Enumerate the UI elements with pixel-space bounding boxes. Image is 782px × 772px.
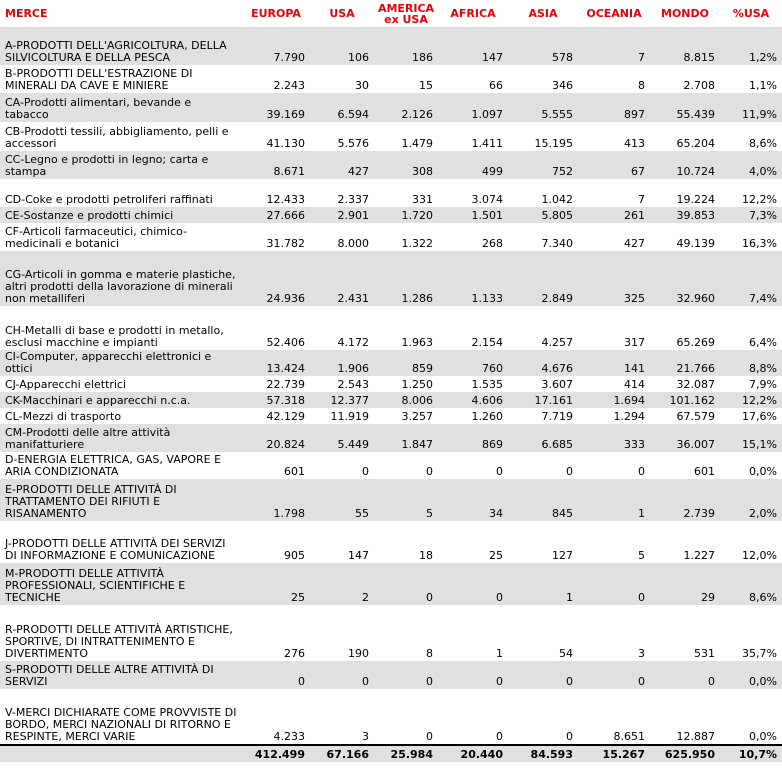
cell-europa: 412.499: [242, 745, 310, 762]
cell-pct-usa: 7,4%: [720, 251, 782, 306]
cell-africa: 147: [438, 28, 508, 65]
header-merce: MERCE: [0, 0, 242, 28]
table-row: [0, 251, 782, 306]
cell-asia: 0: [566, 729, 573, 743]
cell-usa: 4.172: [337, 335, 369, 349]
cell-pct-usa: 1,1%: [749, 78, 777, 92]
cell-america-ex-usa: 0: [374, 563, 438, 605]
cell-asia: 578: [508, 28, 578, 65]
cell-mondo: 12.887: [676, 729, 715, 743]
cell-america-ex-usa: 5: [374, 479, 438, 521]
cell-usa: 2: [310, 563, 374, 605]
cell-america-ex-usa: 186: [374, 28, 438, 65]
cell-africa: 2.154: [471, 335, 503, 349]
cell-africa: 66: [489, 78, 503, 92]
cell-america-ex-usa: 18: [419, 548, 433, 562]
merce-name: B-PRODOTTI DELL'ESTRAZIONE DI MINERALI DA CAVE E MINIERE: [5, 66, 193, 92]
cell-oceania: 5: [638, 548, 645, 562]
cell-usa: 0: [362, 464, 369, 478]
table-row: [0, 223, 782, 251]
merce-name: J-PRODOTTI DELLE ATTIVITÀ DEI SERVIZI DI INFORMAZIONE E COMUNICAZIONE: [5, 536, 226, 562]
cell-oceania: 317: [624, 335, 645, 349]
cell-europa: 31.782: [266, 236, 305, 250]
cell-oceania: 0: [638, 464, 645, 478]
cell-europa: 0: [242, 661, 310, 689]
cell-oceania: 8: [638, 78, 645, 92]
cell-mondo: 36.007: [650, 424, 720, 452]
cell-oceania: 7: [578, 28, 650, 65]
cell-america-ex-usa: 3.257: [401, 409, 433, 423]
cell-pct-usa: 0,0%: [749, 729, 777, 743]
cell-africa: 34: [438, 479, 508, 521]
cell-africa: 25: [489, 548, 503, 562]
table-row: [0, 28, 782, 65]
cell-asia: 1.042: [541, 192, 573, 206]
table-row: [0, 392, 782, 408]
header-america-ex-usa: AMERICA ex USA: [374, 0, 438, 28]
cell-mondo: 32.087: [676, 377, 715, 391]
cell-america-ex-usa: 15: [419, 78, 433, 92]
cell-oceania: 333: [578, 424, 650, 452]
cell-oceania: 15.267: [578, 745, 650, 762]
header-africa: AFRICA: [438, 0, 508, 28]
cell-europa: 39.169: [242, 93, 310, 122]
cell-asia: 845: [508, 479, 578, 521]
cell-africa: 0: [496, 464, 503, 478]
cell-mondo: 32.960: [650, 251, 720, 306]
cell-europa: 12.433: [266, 192, 305, 206]
cell-pct-usa: 7,3%: [720, 207, 782, 223]
cell-africa: 760: [438, 350, 508, 376]
cell-pct-usa: 12,0%: [742, 548, 777, 562]
cell-oceania: 427: [624, 236, 645, 250]
table-row: [0, 661, 782, 689]
cell-mondo: 21.766: [650, 350, 720, 376]
cell-usa: 5.449: [310, 424, 374, 452]
cell-oceania: 1.694: [578, 392, 650, 408]
cell-asia: 17.161: [508, 392, 578, 408]
cell-usa: 55: [310, 479, 374, 521]
cell-africa: 1.097: [438, 93, 508, 122]
table-row: [0, 479, 782, 521]
table-row: [0, 122, 782, 151]
cell-mondo: 49.139: [676, 236, 715, 250]
cell-africa: 0: [496, 729, 503, 743]
cell-america-ex-usa: 2.126: [374, 93, 438, 122]
table-row: [0, 306, 782, 350]
header-usa: USA: [310, 0, 374, 28]
merce-name: CA-Prodotti alimentari, bevande e tabacco: [0, 93, 242, 122]
cell-america-ex-usa: 8: [426, 646, 433, 660]
cell-america-ex-usa: 1.250: [401, 377, 433, 391]
merce-name: E-PRODOTTI DELLE ATTIVITÀ DI TRATTAMENTO DEI RIFIUTI E RISANAMENTO: [0, 479, 242, 521]
cell-asia: 1: [508, 563, 578, 605]
cell-pct-usa: 12,2%: [742, 192, 777, 206]
cell-pct-usa: 11,9%: [720, 93, 782, 122]
cell-asia: 127: [552, 548, 573, 562]
header-oceania: OCEANIA: [578, 0, 650, 28]
cell-usa: 2.337: [337, 192, 369, 206]
cell-usa: 11.919: [330, 409, 369, 423]
merce-name: CJ-Apparecchi elettrici: [5, 377, 127, 391]
cell-pct-usa: 0,0%: [720, 661, 782, 689]
cell-pct-usa: 4,0%: [720, 151, 782, 179]
cell-usa: 2.543: [337, 377, 369, 391]
cell-asia: 6.685: [508, 424, 578, 452]
cell-africa: 3.074: [471, 192, 503, 206]
merce-name: S-PRODOTTI DELLE ALTRE ATTIVITÀ DI SERVIZI: [0, 661, 242, 689]
cell-pct-usa: 17,6%: [742, 409, 777, 423]
header-row: [0, 0, 782, 28]
cell-europa: 4.233: [273, 729, 305, 743]
cell-europa: 8.671: [242, 151, 310, 179]
cell-mondo: 2.739: [650, 479, 720, 521]
cell-mondo: 531: [694, 646, 715, 660]
cell-europa: 24.936: [242, 251, 310, 306]
cell-oceania: 141: [578, 350, 650, 376]
cell-pct-usa: 15,1%: [720, 424, 782, 452]
cell-africa: 1.501: [438, 207, 508, 223]
cell-asia: 5.555: [508, 93, 578, 122]
cell-mondo: 0: [650, 661, 720, 689]
cell-africa: 0: [438, 661, 508, 689]
cell-pct-usa: 8,8%: [720, 350, 782, 376]
table-row: [0, 563, 782, 605]
cell-africa: 1: [496, 646, 503, 660]
cell-usa: 106: [310, 28, 374, 65]
cell-africa: 0: [438, 563, 508, 605]
cell-africa: 1.411: [471, 136, 503, 150]
table-row: [0, 151, 782, 179]
cell-usa: 0: [310, 661, 374, 689]
cell-pct-usa: 10,7%: [720, 745, 782, 762]
cell-europa: 2.243: [273, 78, 305, 92]
cell-mondo: 625.950: [650, 745, 720, 762]
cell-usa: 67.166: [310, 745, 374, 762]
merce-name: CG-Articoli in gomma e materie plastiche, altri prodotti della lavorazione di minerali non metalliferi: [0, 251, 242, 306]
cell-africa: 268: [482, 236, 503, 250]
cell-usa: 427: [310, 151, 374, 179]
cell-asia: 4.676: [508, 350, 578, 376]
merce-name: R-PRODOTTI DELLE ATTIVITÀ ARTISTICHE, SPORTIVE, DI INTRATTENIMENTO E DIVERTIMENTO: [5, 622, 233, 660]
cell-mondo: 65.204: [676, 136, 715, 150]
cell-asia: 5.805: [508, 207, 578, 223]
cell-pct-usa: 2,0%: [720, 479, 782, 521]
cell-mondo: 2.708: [683, 78, 715, 92]
cell-europa: 276: [284, 646, 305, 660]
cell-mondo: 19.224: [676, 192, 715, 206]
cell-america-ex-usa: 0: [426, 464, 433, 478]
cell-asia: 752: [508, 151, 578, 179]
cell-oceania: 0: [578, 661, 650, 689]
cell-usa: 147: [348, 548, 369, 562]
table-row: [0, 350, 782, 376]
cell-mondo: 67.579: [676, 409, 715, 423]
cell-africa: 1.133: [438, 251, 508, 306]
cell-europa: 25: [242, 563, 310, 605]
table-row: [0, 452, 782, 479]
cell-pct-usa: 6,4%: [749, 335, 777, 349]
cell-oceania: 8.651: [613, 729, 645, 743]
cell-america-ex-usa: 0: [426, 729, 433, 743]
cell-america-ex-usa: 1.847: [374, 424, 438, 452]
cell-asia: 15.195: [534, 136, 573, 150]
cell-america-ex-usa: 1.286: [374, 251, 438, 306]
merce-name: CL-Mezzi di trasporto: [5, 409, 122, 423]
cell-mondo: 10.724: [650, 151, 720, 179]
cell-mondo: 39.853: [650, 207, 720, 223]
table-row: [0, 424, 782, 452]
cell-oceania: 67: [578, 151, 650, 179]
cell-africa: 20.440: [438, 745, 508, 762]
cell-oceania: 3: [638, 646, 645, 660]
cell-europa: 27.666: [242, 207, 310, 223]
cell-oceania: 7: [638, 192, 645, 206]
cell-america-ex-usa: 331: [412, 192, 433, 206]
cell-pct-usa: 8,6%: [720, 563, 782, 605]
merce-name: V-MERCI DICHIARATE COME PROVVISTE DI BORDO, MERCI NAZIONALI DI RITORNO E RESPINTE, MERCI VARIE: [5, 705, 237, 743]
merce-name: CM-Prodotti delle altre attività manifatturiere: [0, 424, 242, 452]
cell-asia: 54: [559, 646, 573, 660]
table-row: [0, 605, 782, 661]
cell-asia: 0: [508, 661, 578, 689]
merce-name: CK-Macchinari e apparecchi n.c.a.: [0, 392, 242, 408]
cell-europa: 1.798: [242, 479, 310, 521]
header-europa: EUROPA: [242, 0, 310, 28]
cell-usa: 2.431: [310, 251, 374, 306]
total-row: [0, 745, 782, 762]
cell-america-ex-usa: 8.006: [374, 392, 438, 408]
cell-asia: 2.849: [508, 251, 578, 306]
cell-america-ex-usa: 0: [374, 661, 438, 689]
cell-asia: 4.257: [541, 335, 573, 349]
cell-america-ex-usa: 25.984: [374, 745, 438, 762]
cell-europa: 601: [284, 464, 305, 478]
total-label: [0, 745, 242, 762]
cell-america-ex-usa: 1.479: [401, 136, 433, 150]
cell-asia: 3.607: [541, 377, 573, 391]
merce-name: CD-Coke e prodotti petroliferi raffinati: [5, 192, 213, 206]
cell-oceania: 0: [578, 563, 650, 605]
cell-mondo: 55.439: [650, 93, 720, 122]
cell-usa: 30: [355, 78, 369, 92]
cell-asia: 346: [552, 78, 573, 92]
cell-africa: 1.260: [471, 409, 503, 423]
merce-name: D-ENERGIA ELETTRICA, GAS, VAPORE E ARIA CONDIZIONATA: [5, 452, 222, 478]
cell-america-ex-usa: 1.963: [401, 335, 433, 349]
cell-usa: 6.594: [310, 93, 374, 122]
table-row: [0, 521, 782, 563]
table-row: [0, 376, 782, 392]
table-row: [0, 65, 782, 93]
merce-name: M-PRODOTTI DELLE ATTIVITÀ PROFESSIONALI, SCIENTIFICHE E TECNICHE: [0, 563, 242, 605]
cell-usa: 1.906: [310, 350, 374, 376]
table-row: [0, 179, 782, 207]
header-asia: ASIA: [508, 0, 578, 28]
cell-mondo: 601: [694, 464, 715, 478]
cell-usa: 12.377: [310, 392, 374, 408]
table-row: [0, 207, 782, 223]
cell-america-ex-usa: 859: [374, 350, 438, 376]
cell-america-ex-usa: 1.720: [374, 207, 438, 223]
cell-usa: 8.000: [337, 236, 369, 250]
cell-pct-usa: 0,0%: [749, 464, 777, 478]
cell-mondo: 65.269: [676, 335, 715, 349]
cell-mondo: 1.227: [683, 548, 715, 562]
cell-usa: 5.576: [337, 136, 369, 150]
merce-name: A-PRODOTTI DELL'AGRICOLTURA, DELLA SILVICOLTURA E DELLA PESCA: [0, 28, 242, 65]
cell-usa: 3: [362, 729, 369, 743]
cell-africa: 869: [438, 424, 508, 452]
cell-oceania: 325: [578, 251, 650, 306]
cell-america-ex-usa: 1.322: [401, 236, 433, 250]
table-row: [0, 93, 782, 122]
cell-america-ex-usa: 308: [374, 151, 438, 179]
table-row: [0, 689, 782, 745]
cell-oceania: 1: [578, 479, 650, 521]
cell-usa: 190: [348, 646, 369, 660]
cell-oceania: 414: [624, 377, 645, 391]
cell-europa: 905: [284, 548, 305, 562]
cell-asia: 7.340: [541, 236, 573, 250]
header-pct-usa: %USA: [720, 0, 782, 28]
cell-oceania: 413: [624, 136, 645, 150]
cell-europa: 22.739: [266, 377, 305, 391]
cell-mondo: 29: [650, 563, 720, 605]
cell-africa: 4.606: [438, 392, 508, 408]
cell-oceania: 897: [578, 93, 650, 122]
cell-europa: 57.318: [242, 392, 310, 408]
cell-mondo: 101.162: [650, 392, 720, 408]
cell-pct-usa: 7,9%: [749, 377, 777, 391]
cell-europa: 42.129: [266, 409, 305, 423]
merce-name: CI-Computer, apparecchi elettronici e ottici: [0, 350, 242, 376]
merce-name: CF-Articoli farmaceutici, chimico-medicinali e botanici: [5, 224, 187, 250]
cell-pct-usa: 1,2%: [720, 28, 782, 65]
cell-asia: 0: [566, 464, 573, 478]
cell-mondo: 8.815: [650, 28, 720, 65]
cell-oceania: 261: [578, 207, 650, 223]
cell-asia: 84.593: [508, 745, 578, 762]
merce-name: CB-Prodotti tessili, abbigliamento, pelli e accessori: [5, 124, 229, 150]
header-mondo: MONDO: [650, 0, 720, 28]
cell-pct-usa: 12,2%: [720, 392, 782, 408]
merce-name: CE-Sostanze e prodotti chimici: [0, 207, 242, 223]
table-row: [0, 408, 782, 424]
cell-europa: 41.130: [266, 136, 305, 150]
cell-usa: 2.901: [310, 207, 374, 223]
cell-europa: 20.824: [242, 424, 310, 452]
cell-africa: 499: [438, 151, 508, 179]
cell-pct-usa: 16,3%: [742, 236, 777, 250]
cell-oceania: 1.294: [613, 409, 645, 423]
cell-pct-usa: 8,6%: [749, 136, 777, 150]
cell-asia: 7.719: [541, 409, 573, 423]
cell-europa: 13.424: [242, 350, 310, 376]
cell-europa: 52.406: [266, 335, 305, 349]
merce-name: CC-Legno e prodotti in legno; carta e stampa: [0, 151, 242, 179]
cell-europa: 7.790: [242, 28, 310, 65]
cell-pct-usa: 35,7%: [742, 646, 777, 660]
cell-africa: 1.535: [471, 377, 503, 391]
merce-name: CH-Metalli di base e prodotti in metallo, esclusi macchine e impianti: [5, 323, 224, 349]
